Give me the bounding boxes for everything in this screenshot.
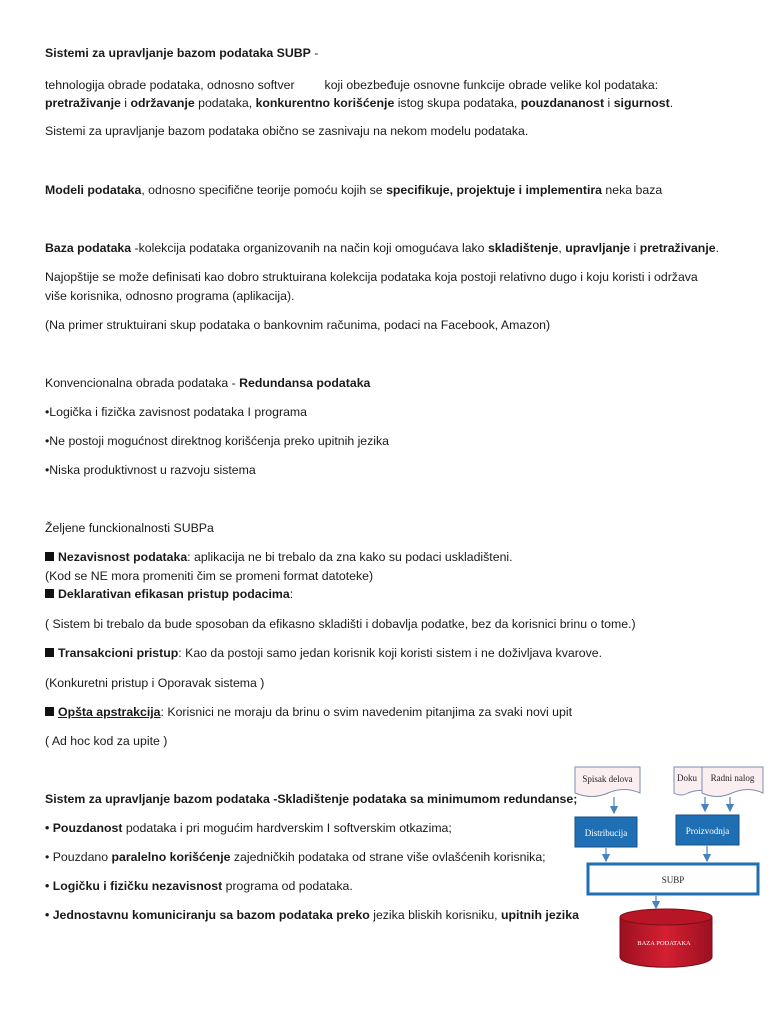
storage-item: • Pouzdano paralelno korišćenje zajedničkih podataka od strane više ovlašćenih korisnika; bbox=[45, 850, 546, 864]
feature-independence-note: (Kod se NE mora promeniti čim se promeni format datoteke) bbox=[45, 569, 374, 583]
conventional-heading: Konvencionalna obrada podataka - Redundansa podataka bbox=[45, 376, 371, 390]
box-label: Proizvodnja bbox=[685, 826, 730, 836]
feature-declarative: Deklarativan efikasan pristup podacima: bbox=[45, 587, 293, 602]
document-shape-spisak bbox=[575, 767, 640, 797]
doc-label: Spisak delova bbox=[582, 774, 633, 784]
feature-declarative-note: ( Sistem bi trebalo da bude sposoban da efikasno skladišti i dobavlja podatke, bez da korisnici brinu o tome.) bbox=[45, 617, 636, 631]
wanted-features-title: Željene funckionalnosti SUBPa bbox=[45, 521, 214, 535]
box-label: Distribucija bbox=[584, 828, 628, 838]
database-label: BAZA PODATAKA bbox=[637, 940, 691, 947]
box-distribucija bbox=[575, 817, 637, 847]
feature-transactional: Transakcioni pristup: Kao da postoji samo jedan korisnik koji koristi sistem i ne doživljava kvarove. bbox=[45, 646, 602, 661]
storage-item: • Logičku i fizičku nezavisnost programa od podataka. bbox=[45, 879, 353, 893]
doc-label: Doku bbox=[677, 773, 697, 783]
doc-label: Radni nalog bbox=[710, 773, 755, 783]
conventional-item: •Ne postoji mogućnost direktnog korišćenja preko upitnih jezika bbox=[45, 434, 390, 448]
database-example: (Na primer struktuirani skup podataka o bankovnim računima, podaci na Facebook, Amazon) bbox=[45, 318, 551, 332]
database-cylinder bbox=[620, 909, 712, 967]
dbms-diagram bbox=[560, 755, 768, 970]
storage-title: Sistem za upravljanje bazom podataka -Skladištenje podataka sa minimumom redundanse; bbox=[45, 792, 578, 806]
square-bullet-icon bbox=[45, 707, 54, 716]
document-shape-radni-nalog bbox=[702, 767, 763, 797]
square-bullet-icon bbox=[45, 648, 54, 657]
square-bullet-icon bbox=[45, 552, 54, 561]
storage-item: • Jednostavnu komuniciranju sa bazom podataka preko jezika bliskih korisniku, upitnih jezika bbox=[45, 908, 579, 922]
feature-abstraction-note: ( Ad hoc kod za upite ) bbox=[45, 734, 168, 748]
models-intro: Sistemi za upravljanje bazom podataka obično se zasnivaju na nekom modelu podataka. bbox=[45, 124, 529, 138]
definition-line-1: tehnologija obrade podataka, odnosno softver koji obezbeđuje osnovne funkcije obrade velike kol podataka: bbox=[45, 78, 659, 92]
feature-independence: Nezavisnost podataka: aplikacija ne bi trebalo da zna kako su podaci uskladišteni. bbox=[45, 550, 513, 565]
subp-label: SUBP bbox=[661, 875, 685, 885]
definition-line-2: pretraživanje i održavanje podataka, konkurentno korišćenje istog skupa podataka, pouzdananost i sigurnost. bbox=[45, 96, 674, 110]
feature-transactional-note: (Konkuretni pristup i Oporavak sistema ) bbox=[45, 676, 265, 690]
feature-abstraction: Opšta apstrakcija: Korisnici ne moraju da brinu o svim navedenim pitanjima za svaki novi upit bbox=[45, 705, 572, 720]
storage-item: • Pouzdanost podataka i pri mogućim hardverskim I softverskim otkazima; bbox=[45, 821, 452, 835]
database-general-1: Najopštije se može definisati kao dobro struktuirana kolekcija podataka koja postoji relativno dugo i koju koristi i održava bbox=[45, 270, 698, 284]
models-definition: Modeli podataka, odnosno specifične teorije pomoću kojih se specifikuje, projektuje i implementira neka baza bbox=[45, 183, 663, 197]
database-definition: Baza podataka -kolekcija podataka organizovanih na način koji omogućava lako skladištenje, upravljanje i pretraživanje. bbox=[45, 241, 719, 255]
conventional-item: •Logička i fizička zavisnost podataka I programa bbox=[45, 405, 307, 419]
box-proizvodnja bbox=[676, 815, 739, 845]
database-general-2: više korisnika, odnosno programa (aplikacija). bbox=[45, 289, 295, 303]
square-bullet-icon bbox=[45, 589, 54, 598]
page-title: Sistemi za upravljanje bazom podataka SUBP - bbox=[45, 46, 319, 60]
subp-box bbox=[588, 864, 758, 894]
conventional-item: •Niska produktivnost u razvoju sistema bbox=[45, 463, 256, 477]
